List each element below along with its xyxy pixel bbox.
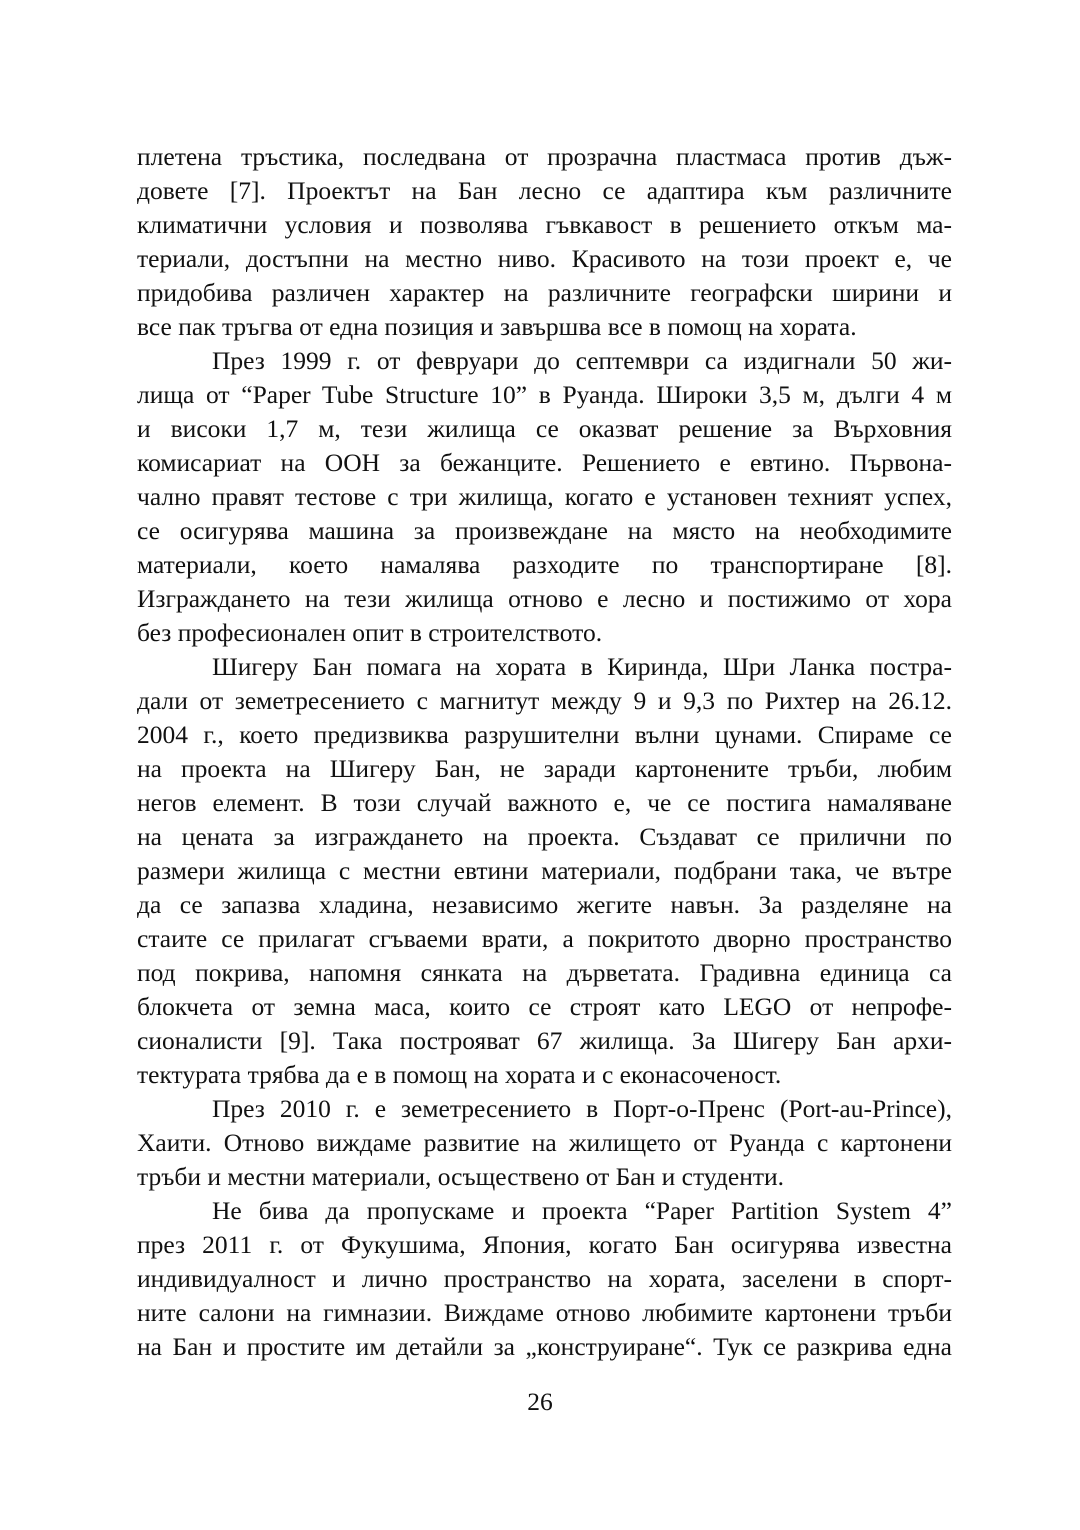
- text-line: материали, което намалява разходите по транспортиране [8].: [137, 550, 952, 579]
- text-line: 2004 г., което предизвиква разрушителни вълни цунами. Спираме се: [137, 720, 952, 749]
- text-line: на цената за изграждането на проекта. Създават се прилични по: [137, 822, 952, 851]
- text-line: плетена тръстика, последвана от прозрачна пластмаса против дъж-: [137, 142, 952, 171]
- paragraph: [137, 344, 952, 650]
- text-line: сионалисти [9]. Така построяват 67 жилища. За Шигеру Бан архи-: [137, 1026, 952, 1055]
- text-line: Изграждането на тези жилища отново е лесно и постижимо от хора: [137, 584, 952, 613]
- text-line: Не бива да пропускаме и проекта “Paper Partition System 4”: [212, 1196, 952, 1225]
- text-line: и високи 1,7 м, тези жилища се оказват решение за Върховния: [137, 414, 952, 443]
- page-body: [137, 140, 952, 1364]
- text-line: под покрива, напомня сянката на дърветата. Градивна единица са: [137, 958, 952, 987]
- paragraph: [137, 1092, 952, 1194]
- text-line: се осигурява машина за произвеждане на място на необходимите: [137, 516, 952, 545]
- text-line: териали, достъпни на местно ниво. Красивото на този проект е, че: [137, 244, 952, 273]
- paragraph: [137, 1194, 952, 1364]
- paragraph: [137, 140, 952, 344]
- text-line: климатични условия и позволява гъвкавост в решението откъм ма-: [137, 210, 952, 239]
- text-line: Шигеру Бан помага на хората в Киринда, Шри Ланка постра-: [212, 652, 952, 681]
- text-line: на проекта на Шигеру Бан, не заради картонените тръби, любим: [137, 754, 952, 783]
- text-line: да се запазва хладина, независимо жегите навън. За разделяне на: [137, 890, 952, 919]
- text-line: тектурата трябва да е в помощ на хората и с еконасоченост.: [137, 1060, 782, 1089]
- paragraph: [137, 650, 952, 1092]
- text-line: на Бан и простите им детайли за „конструиране“. Тук се разкрива една: [137, 1332, 952, 1361]
- text-line: негов елемент. В този случай важното е, че се постига намаляване: [137, 788, 952, 817]
- text-line: все пак тръгва от една позиция и завършва все в помощ на хората.: [137, 312, 857, 341]
- text-line: чално правят тестове с три жилища, когато е установен техният успех,: [137, 482, 952, 511]
- text-line: Хаити. Отново виждаме развитие на жилището от Руанда с картонени: [137, 1128, 952, 1157]
- text-line: стаите се прилагат сгъваеми врати, а покритото дворно пространство: [137, 924, 952, 953]
- text-line: блокчета от земна маса, които се строят като LEGO от непрофе-: [137, 992, 952, 1021]
- text-line: През 1999 г. от февруари до септември са издигнали 50 жи-: [212, 346, 952, 375]
- text-line: ните салони на гимназии. Виждаме отново любимите картонени тръби: [137, 1298, 952, 1327]
- text-line: През 2010 г. е земетресението в Порт-о-Пренс (Port-au-Prince),: [212, 1094, 952, 1123]
- text-line: през 2011 г. от Фукушима, Япония, когато Бан осигурява известна: [137, 1230, 952, 1259]
- text-line: индивидуалност и лично пространство на хората, заселени в спорт-: [137, 1264, 952, 1293]
- text-line: придобива различен характер на различните географски ширини и: [137, 278, 952, 307]
- page-number: 26: [527, 1387, 553, 1416]
- text-line: лища от “Paper Tube Structure 10” в Руанда. Широки 3,5 м, дълги 4 м: [137, 380, 952, 409]
- text-line: тръби и местни материали, осъществено от Бан и студенти.: [137, 1162, 785, 1191]
- text-line: размери жилища с местни евтини материали, подбрани така, че вътре: [137, 856, 952, 885]
- text-line: дали от земетресението с магнитут между 9 и 9,3 по Рихтер на 26.12.: [137, 686, 952, 715]
- text-line: без професионален опит в строителството.: [137, 618, 603, 647]
- text-line: комисариат на ООН за бежанците. Решението е евтино. Първона-: [137, 448, 952, 477]
- text-line: довете [7]. Проектът на Бан лесно се адаптира към различните: [137, 176, 952, 205]
